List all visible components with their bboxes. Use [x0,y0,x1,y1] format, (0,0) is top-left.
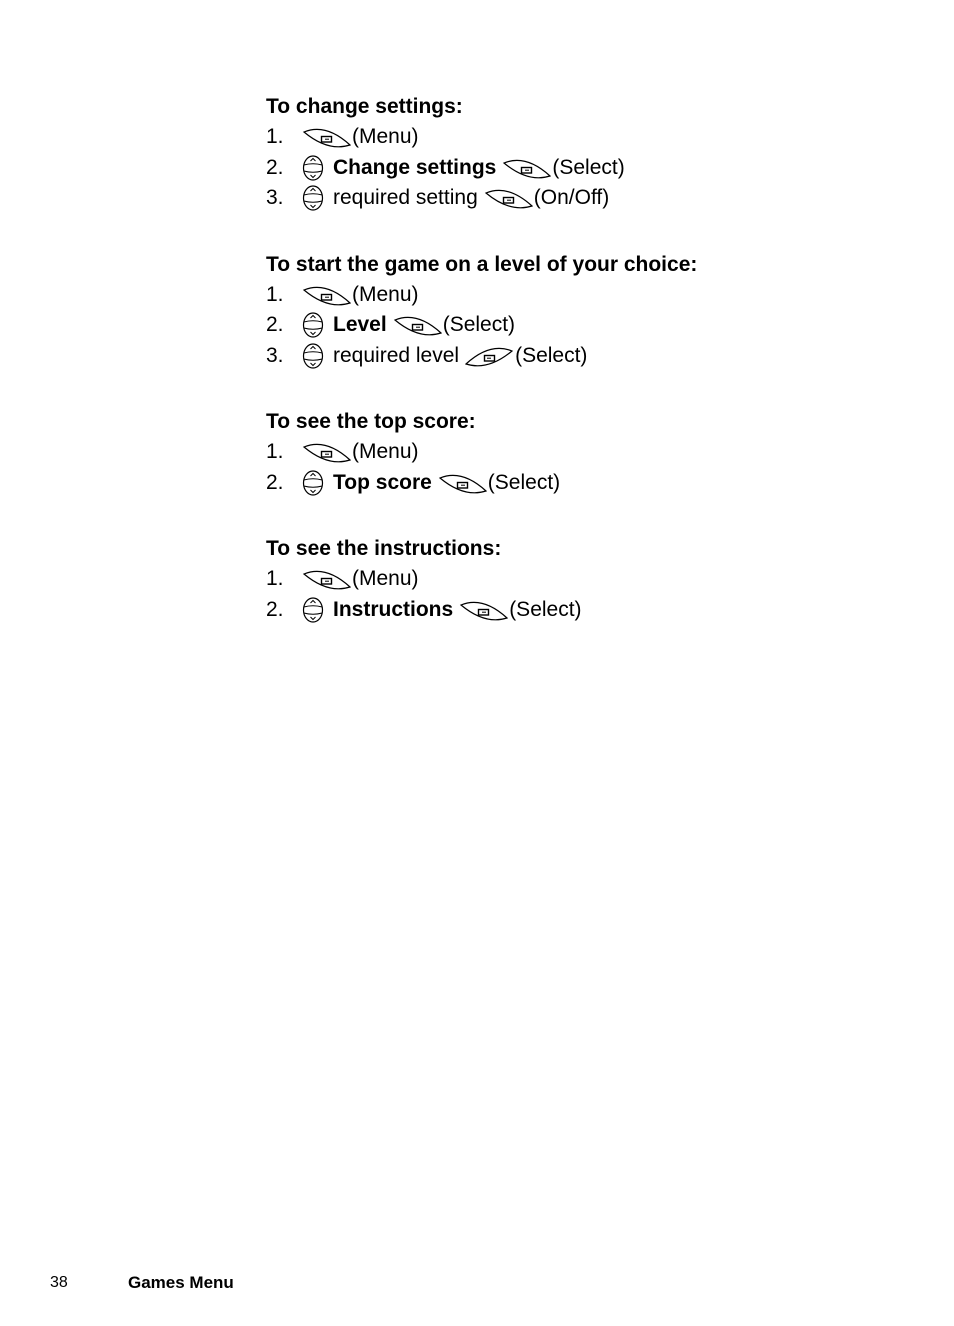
section-top-score [266,407,926,498]
right-soft-key-icon [393,313,442,337]
step-number: 1. [266,125,284,149]
step-action: (Select) [487,470,561,494]
right-soft-key-icon [302,440,351,464]
page-number: 38 [50,1274,68,1291]
step-number: 3. [266,343,284,367]
step-number: 2. [266,313,284,337]
step-2 [266,153,926,184]
step-action: (Select) [509,597,582,621]
step-action: (On/Off) [533,186,610,210]
step-action: (Select) [515,343,588,367]
step-3 [266,341,926,372]
step-action: (Menu) [352,567,419,591]
step-3 [266,183,926,214]
step-bold-label: Instructions [333,597,454,621]
navigation-key-icon [302,343,324,369]
step-number: 1. [266,440,284,464]
navigation-key-icon [302,597,324,623]
step-number: 2. [266,155,284,179]
section-heading: To change settings: [266,95,463,118]
step-2 [266,595,926,626]
step-bold-label: Change settings [333,155,497,179]
navigation-key-icon [302,185,324,211]
step-number: 3. [266,186,284,210]
section-change-settings [266,92,926,214]
section-heading: To see the top score: [266,410,476,433]
step-2 [266,468,926,499]
step-action: (Menu) [352,440,419,464]
instructions-content [266,92,926,661]
right-soft-key-icon [484,186,533,210]
section-instructions [266,534,926,625]
step-number: 1. [266,567,284,591]
step-action: (Select) [552,155,625,179]
section-heading: To see the instructions: [266,537,502,560]
right-soft-key-icon [438,471,487,495]
step-number: 2. [266,470,284,494]
step-action: (Menu) [352,125,419,149]
step-1 [266,564,926,595]
step-number: 1. [266,282,284,306]
navigation-key-icon [302,155,324,181]
step-bold-label: Level [333,313,387,337]
step-action: (Select) [442,313,516,337]
step-1 [266,122,926,153]
right-soft-key-icon [302,125,351,149]
step-bold-label: Top score [333,470,432,494]
step-text: required setting [333,186,478,210]
section-heading: To start the game on a level of your choice: [266,252,698,276]
navigation-key-icon [302,312,324,338]
step-1 [266,280,926,311]
right-soft-key-icon [459,598,508,622]
step-1 [266,437,926,468]
step-2 [266,310,926,341]
step-number: 2. [266,597,284,621]
step-action: (Menu) [352,282,419,306]
section-start-level [266,250,926,372]
step-text: required level [333,343,460,367]
right-soft-key-icon [502,156,551,180]
chapter-title: Games Menu [128,1273,234,1292]
right-soft-key-icon [302,283,351,307]
navigation-key-icon [302,470,324,496]
right-soft-key-icon [302,567,351,591]
left-soft-key-icon [465,344,514,368]
